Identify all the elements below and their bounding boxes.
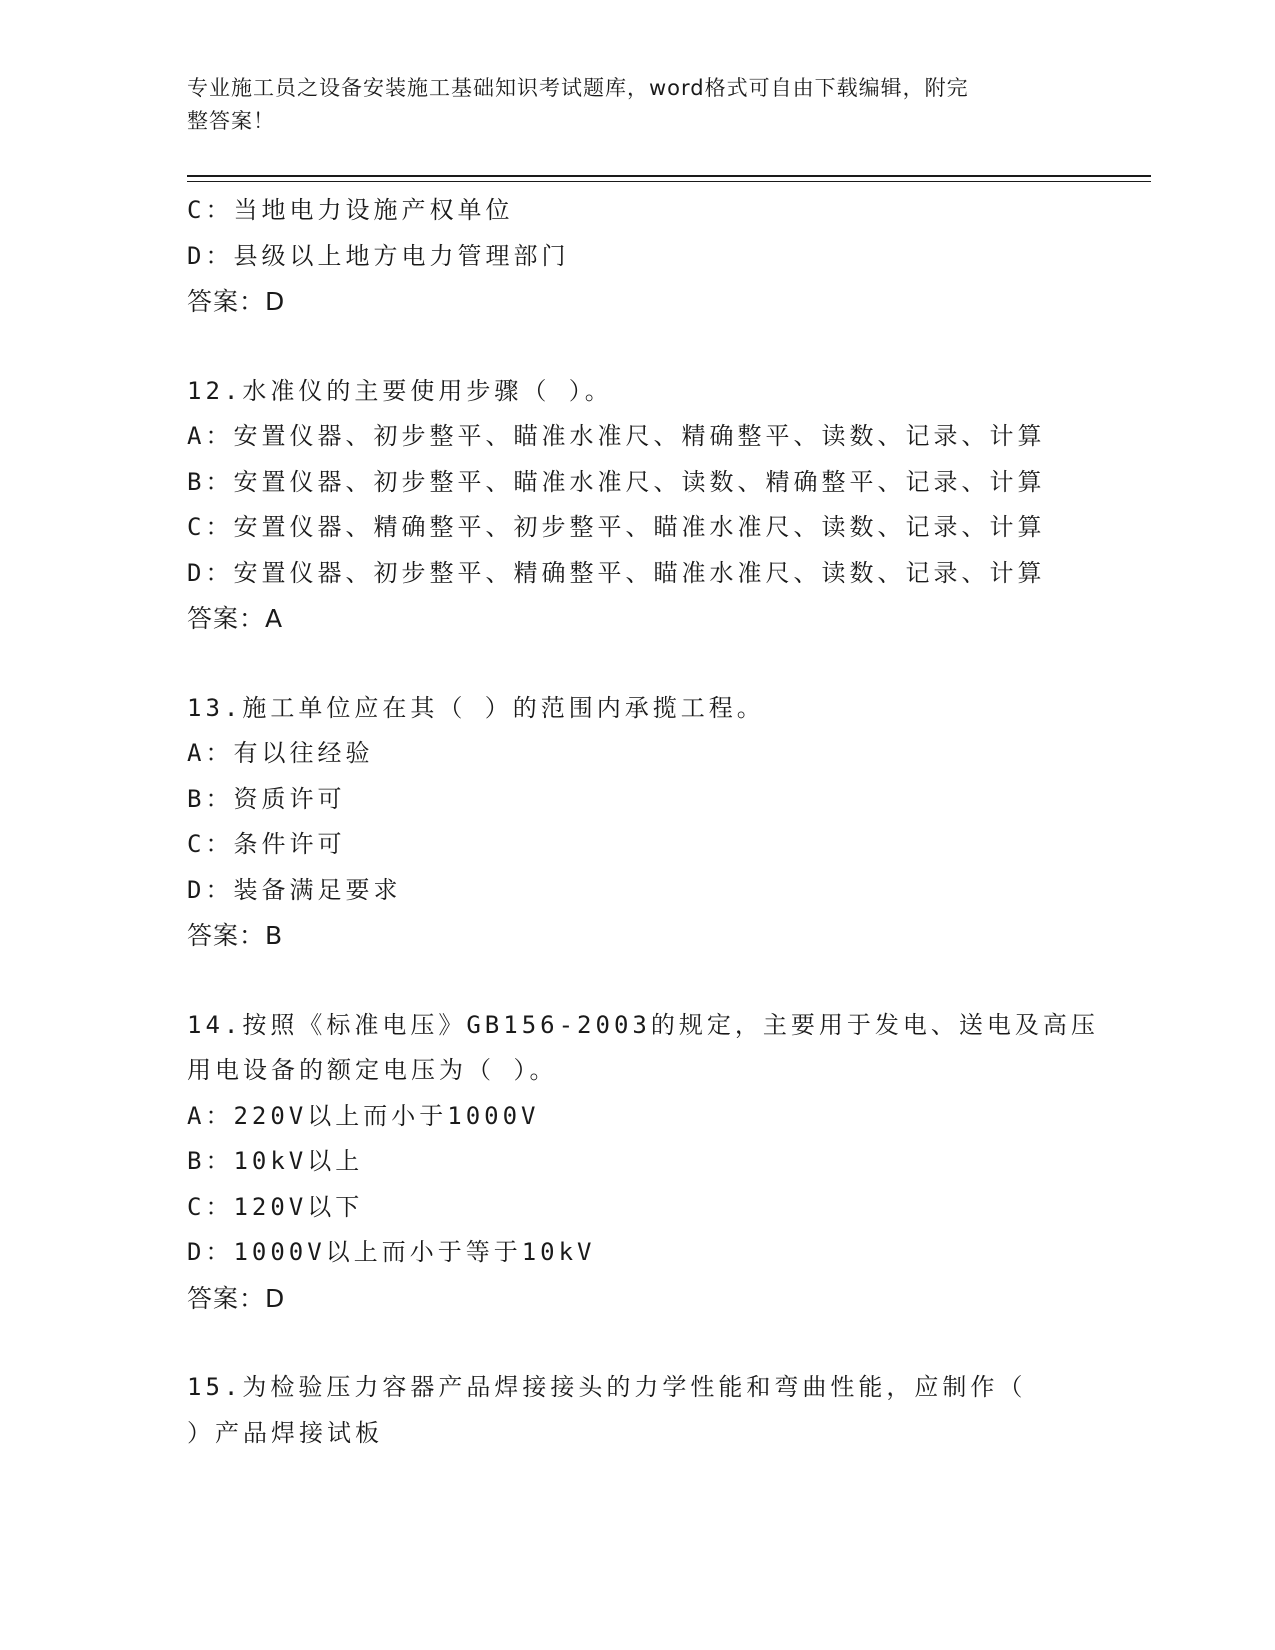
question-13 [187,686,1087,959]
spacer [187,959,1087,1003]
option-b: B：安置仪器、初步整平、瞄准水准尺、读数、精确整平、记录、计算 [187,467,1046,496]
spacer [187,1321,1087,1365]
question-12 [187,369,1087,642]
question-15 [187,1365,1087,1456]
option-c: C：当地电力设施产权单位 [187,196,514,224]
question-stem: 12.水准仪的主要使用步骤（ ）。 [187,376,613,405]
header-divider-thick [187,175,1151,177]
answer: 答案：B [187,921,284,950]
header-line-1: 专业施工员之设备安装施工基础知识考试题库，word格式可自由下载编辑，附完 [187,76,969,100]
header-divider-thin [187,181,1151,182]
answer: 答案：D [187,287,286,316]
spacer [187,325,1087,369]
question-stem: 13.施工单位应在其（ ）的范围内承揽工程。 [187,693,765,722]
question-stem-line-1: 14.按照《标准电压》GB156-2003的规定，主要用于发电、送电及高压 [187,1010,1099,1039]
option-c: C：条件许可 [187,830,346,858]
question-stem-line-2: ）产品焊接试板 [187,1418,383,1447]
question-list [187,188,1099,1456]
document-header [187,72,1087,138]
question-stem-line-1: 15.为检验压力容器产品焊接接头的力学性能和弯曲性能，应制作（ [187,1373,1027,1401]
option-a: A：安置仪器、初步整平、瞄准水准尺、精确整平、读数、记录、计算 [187,422,1046,450]
option-c: C：安置仪器、精确整平、初步整平、瞄准水准尺、读数、记录、计算 [187,513,1046,541]
option-d: D：安置仪器、初步整平、精确整平、瞄准水准尺、读数、记录、计算 [187,558,1046,587]
option-b: B：10kV以上 [187,1147,364,1175]
option-d: D：1000V以上而小于等于10kV [187,1238,596,1266]
answer: 答案：A [187,604,284,633]
header-line-2: 整答案！ [187,109,275,133]
answer: 答案：D [187,1283,286,1313]
question-11 [187,188,1087,325]
option-c: C：120V以下 [187,1192,364,1221]
question-14 [187,1003,1099,1322]
spacer [187,642,1087,686]
question-stem-line-2: 用电设备的额定电压为（ ）。 [187,1056,558,1084]
option-a: A：有以往经验 [187,739,374,767]
option-d: D：县级以上地方电力管理部门 [187,241,570,270]
option-b: B：资质许可 [187,784,346,813]
option-a: A：220V以上而小于1000V [187,1101,540,1130]
option-d: D：装备满足要求 [187,875,402,904]
